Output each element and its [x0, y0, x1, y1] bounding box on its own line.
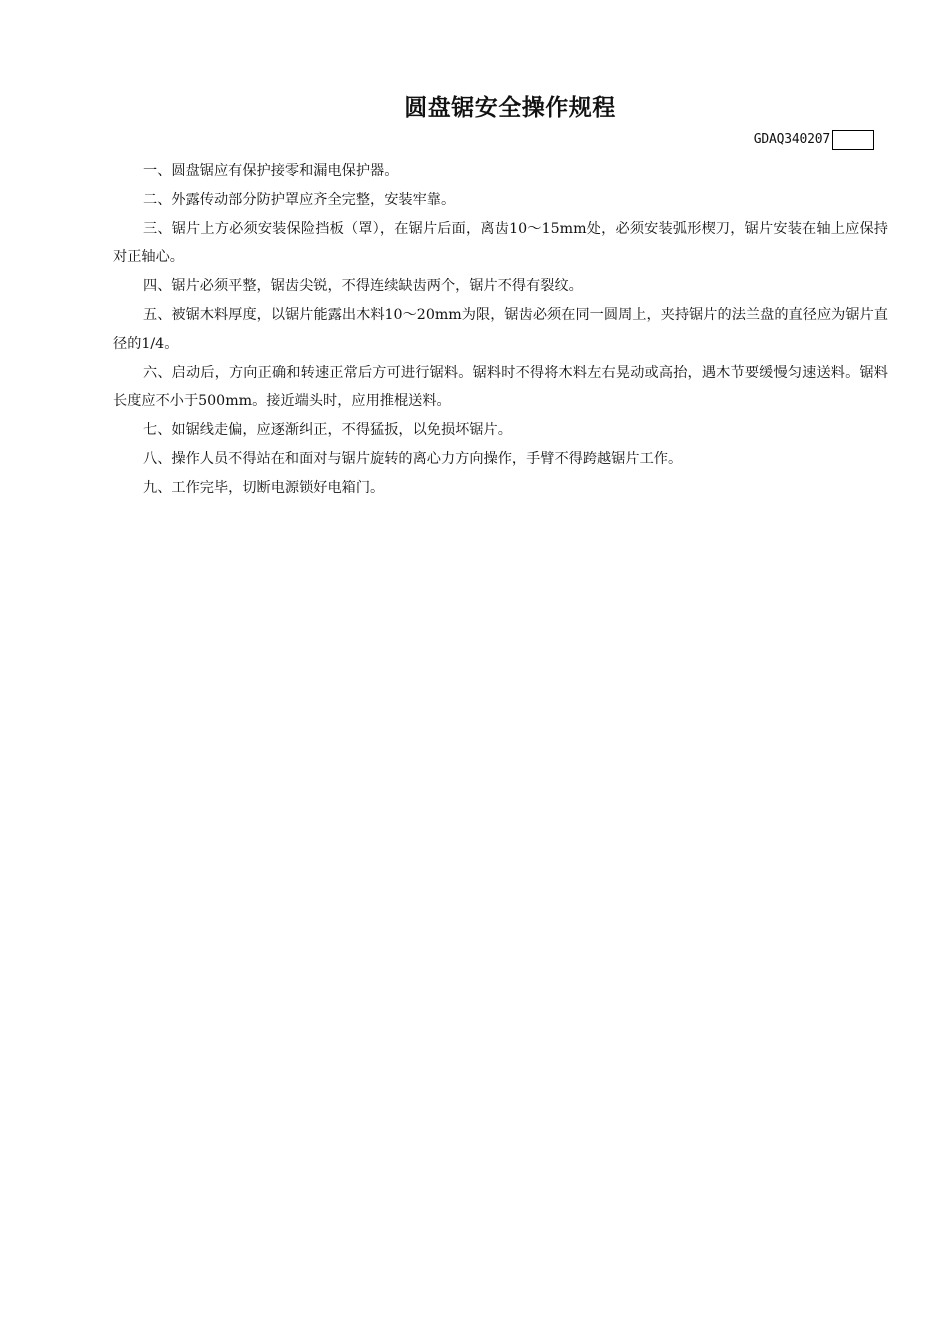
document-title: 圆盘锯安全操作规程	[404, 95, 616, 121]
rule-item: 二、外露传动部分防护罩应齐全完整，安装牢靠。	[143, 191, 456, 208]
rule-item: 五、被锯木料厚度，以锯片能露出木料10～20mm为限，锯齿必须在同一圆周上，夹持锯片的法兰盘的直径应为锯片直径的1/4。	[113, 306, 888, 352]
rule-item: 三、锯片上方必须安装保险挡板（罩），在锯片后面，离齿10～15mm处，必须安装弧形楔刀，锯片安装在轴上应保持对正轴心。	[113, 220, 888, 266]
rules-list	[113, 157, 888, 503]
document-code-row	[690, 129, 874, 151]
rule-item: 八、操作人员不得站在和面对与锯片旋转的离心力方向操作，手臂不得跨越锯片工作。	[143, 450, 683, 467]
rule-item: 六、启动后，方向正确和转速正常后方可进行锯料。锯料时不得将木料左右晃动或高抬，遇木节要缓慢匀速送料。锯料长度应不小于500mm。接近端头时，应用推棍送料。	[113, 364, 888, 410]
code-entry-box	[832, 130, 874, 150]
rule-item: 九、工作完毕，切断电源锁好电箱门。	[143, 479, 385, 496]
rule-item: 四、锯片必须平整，锯齿尖锐，不得连续缺齿两个，锯片不得有裂纹。	[143, 278, 583, 295]
rule-item: 一、圆盘锯应有保护接零和漏电保护器。	[143, 163, 399, 179]
document-code: GDAQ340207	[753, 132, 830, 147]
rule-item: 七、如锯线走偏，应逐渐纠正，不得猛扳，以免损坏锯片。	[143, 422, 512, 439]
